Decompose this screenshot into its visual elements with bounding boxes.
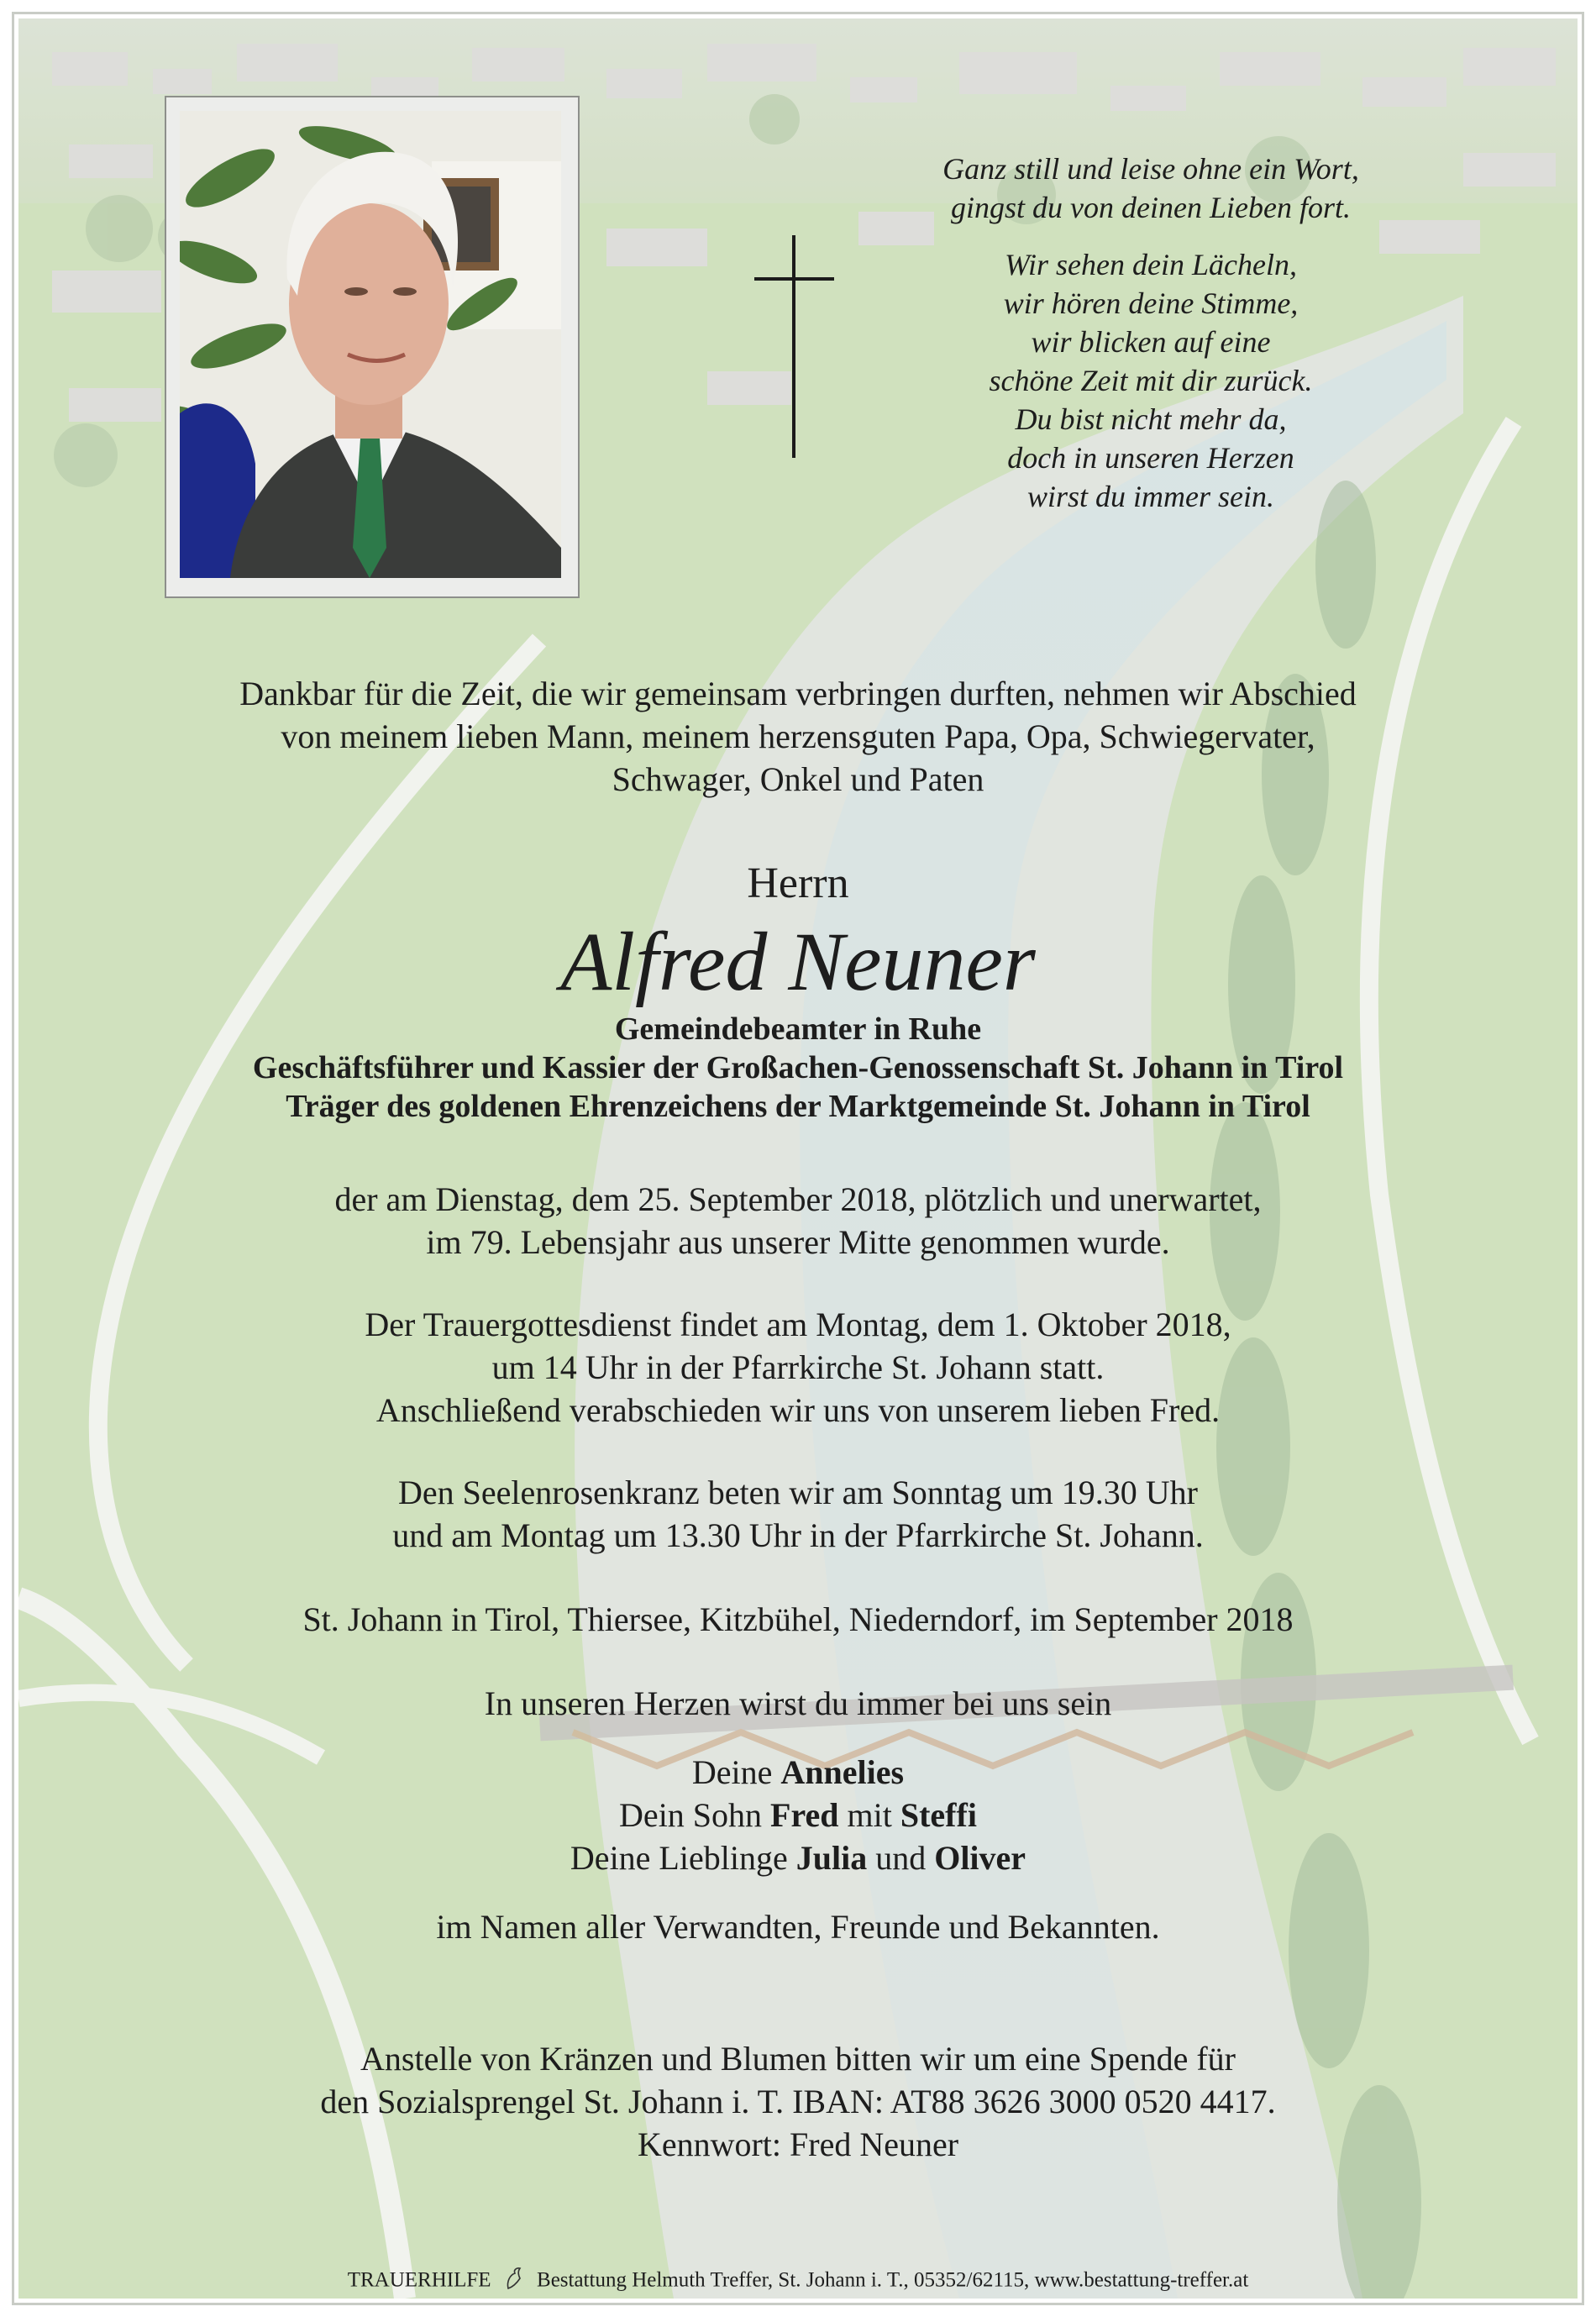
family-line: Deine Annelies [691,1753,905,1791]
donation-line: Anstelle von Kränzen und Blumen bitten wir um eine Spende für [360,2040,1236,2078]
footer [101,2267,1495,2297]
intro-line: Dankbar für die Zeit, die wir gemeinsam verbringen durften, nehmen wir Abschied [239,675,1357,712]
title-line: Gemeindebeamter in Ruhe [614,1011,982,1047]
title-line: Träger des goldenen Ehrenzeichens der Marktgemeinde St. Johann in Tirol [286,1089,1310,1124]
family-line: Deine Lieblinge Julia und Oliver [570,1839,1026,1877]
dove-icon [505,2267,523,2297]
service-line: Der Trauergottesdienst findet am Montag, dem 1. Oktober 2018, [365,1306,1231,1343]
donation-line: Kennwort: Fred Neuner [637,2125,959,2163]
portrait-photo [180,111,561,578]
poem-line: gingst du von deinen Lieben fort. [951,191,1351,224]
poem [924,150,1378,516]
rosary-line: Den Seelenrosenkranz beten wir am Sonntag um 19.30 Uhr [398,1474,1198,1511]
service-line: um 14 Uhr in der Pfarrkirche St. Johann statt. [491,1348,1105,1386]
service-line: Anschließend verabschieden wir uns von unserem lieben Fred. [375,1391,1221,1429]
donation-line: den Sozialsprengel St. Johann i. T. IBAN: AT88 3626 3000 0520 4417. [320,2083,1276,2120]
honorary-titles [101,1010,1495,1126]
cross-icon-bar [754,277,834,281]
death-notice [101,1178,1495,1264]
place-date: St. Johann in Tirol, Thiersee, Kitzbühel, Niederndorf, im September 2018 [302,1600,1294,1638]
deceased-name: Alfred Neuner [560,915,1036,1008]
heart-line: In unseren Herzen wirst du immer bei uns sein [484,1684,1112,1722]
footer-contact: Bestattung Helmuth Treffer, St. Johann i. T., 05352/62115, www.bestattung-treffer.at [537,2268,1249,2292]
cross-icon [792,235,795,458]
salutation: Herrn [747,859,849,907]
rosary-line: und am Montag um 13.30 Uhr in der Pfarrkirche St. Johann. [392,1516,1204,1554]
intro-text [101,672,1495,801]
poem-line: schöne Zeit mit dir zurück. [989,364,1313,397]
footer-brand: TRAUERHILFE [347,2268,491,2292]
poem-line: Ganz still und leise ohne ein Wort, [942,152,1359,186]
rosary-info [101,1471,1495,1557]
death-line: im 79. Lebensjahr aus unserer Mitte genommen wurde. [426,1223,1170,1261]
family-list [101,1751,1495,1879]
poem-line: wirst du immer sein. [1026,480,1274,513]
poem-line: Du bist nicht mehr da, [1015,402,1287,436]
family-line: Dein Sohn Fred mit Steffi [619,1796,977,1834]
poem-line: wir blicken auf eine [1031,325,1271,359]
intro-line: Schwager, Onkel und Paten [612,760,984,798]
intro-line: von meinem lieben Mann, meinem herzensguten Papa, Opa, Schwiegervater, [281,717,1315,755]
funeral-service [101,1303,1495,1432]
poem-line: Wir sehen dein Lächeln, [1005,248,1297,281]
relatives-line: im Namen aller Verwandten, Freunde und Bekannten. [436,1908,1160,1946]
donation-request [101,2037,1495,2166]
death-line: der am Dienstag, dem 25. September 2018, plötzlich und unerwartet, [334,1180,1262,1218]
poem-line: doch in unseren Herzen [1007,441,1294,475]
title-line: Geschäftsführer und Kassier der Großachen-Genossenschaft St. Johann in Tirol [252,1050,1344,1085]
poem-line: wir hören deine Stimme, [1003,286,1299,320]
